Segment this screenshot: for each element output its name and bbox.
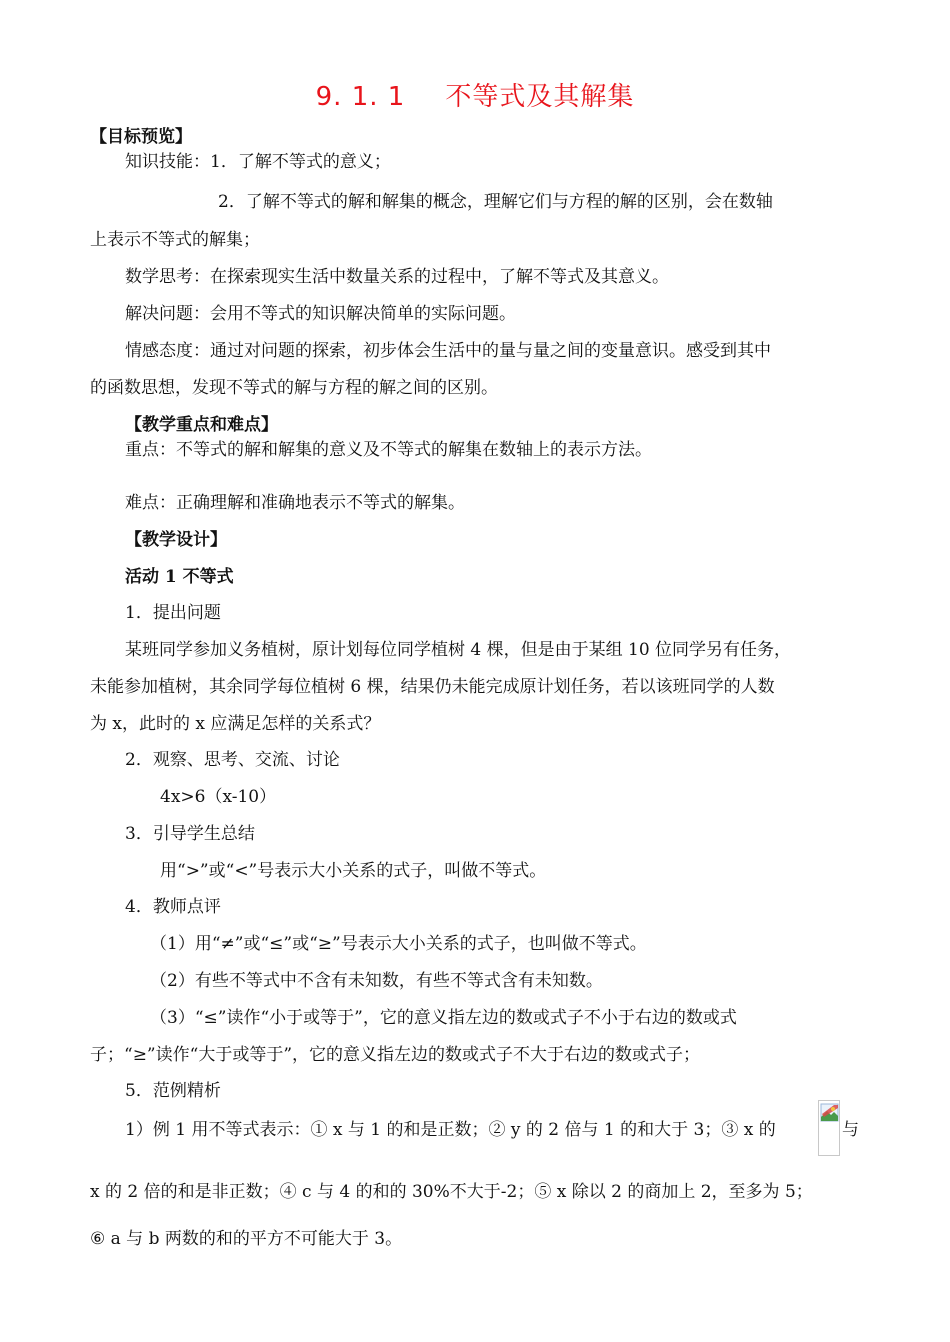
paragraph-line: 的函数思想，发现不等式的解与方程的解之间的区别。 — [90, 378, 498, 398]
paragraph-line: ⑥ a 与 b 两数的和的平方不可能大于 3。 — [90, 1229, 403, 1249]
paragraph-line: （3）“≤”读作“小于或等于”，它的意义指左边的数或式子不小于右边的数或式 — [150, 1008, 737, 1028]
broken-image-icon — [820, 1103, 840, 1123]
paragraph-line: （1）用“≠”或“≤”或“≥”号表示大小关系的式子，也叫做不等式。 — [150, 934, 647, 954]
paragraph-line: 2．观察、思考、交流、讨论 — [125, 750, 340, 770]
paragraph-line: 未能参加植树，其余同学每位植树 6 棵，结果仍未能完成原计划任务，若以该班同学的人数 — [90, 677, 775, 697]
paragraph-line: 5．范例精析 — [125, 1081, 221, 1101]
paragraph-line: 与 — [842, 1120, 859, 1140]
paragraph-line: 某班同学参加义务植树，原计划每位同学植树 4 棵，但是由于某组 10 位同学另有任务， — [125, 640, 792, 660]
paragraph-line: 为 x，此时的 x 应满足怎样的关系式？ — [90, 714, 381, 734]
paragraph-line: 难点：正确理解和准确地表示不等式的解集。 — [125, 493, 465, 513]
paragraph-line: 数学思考：在探索现实生活中数量关系的过程中，了解不等式及其意义。 — [125, 267, 669, 287]
section-heading-goals: 【目标预览】 — [90, 127, 192, 147]
paragraph-line: 2．了解不等式的解和解集的概念，理解它们与方程的解的区别，会在数轴 — [218, 192, 773, 212]
section-heading-key-points: 【教学重点和难点】 — [125, 415, 278, 435]
activity-heading: 活动 1 不等式 — [125, 567, 234, 587]
paragraph-line: 上表示不等式的解集； — [90, 230, 260, 250]
paragraph-line: 3．引导学生总结 — [125, 824, 255, 844]
paragraph-line: 知识技能：1．了解不等式的意义； — [125, 152, 391, 172]
section-number: 9. 1. 1 — [315, 82, 406, 112]
paragraph-line: 解决问题：会用不等式的知识解决简单的实际问题。 — [125, 304, 516, 324]
paragraph-line: 情感态度：通过对问题的探索，初步体会生活中的量与量之间的变量意识。感受到其中 — [125, 341, 771, 361]
formula-line: 4x>6（x-10） — [160, 787, 277, 807]
paragraph-line: 重点：不等式的解和解集的意义及不等式的解集在数轴上的表示方法。 — [125, 440, 652, 460]
paragraph-line: （2）有些不等式中不含有未知数，有些不等式含有未知数。 — [150, 971, 603, 991]
paragraph-line: 1）例 1 用不等式表示：① x 与 1 的和是正数；② y 的 2 倍与 1 的和大于 3；③ x 的 — [125, 1120, 776, 1140]
paragraph-line: 1．提出问题 — [125, 603, 221, 623]
paragraph-line: x 的 2 倍的和是非正数；④ c 与 4 的和的 30%不大于-2；⑤ x 除以 2 的商加上 2，至多为 5； — [90, 1182, 813, 1202]
paragraph-line: 用“>”或“<”号表示大小关系的式子，叫做不等式。 — [160, 861, 547, 881]
paragraph-line: 4．教师点评 — [125, 897, 221, 917]
broken-image-placeholder — [818, 1100, 840, 1156]
paragraph-line: 子；“≥”读作“大于或等于”，它的意义指左边的数或式子不大于右边的数或式子； — [90, 1045, 701, 1065]
section-heading-design: 【教学设计】 — [125, 530, 227, 550]
title-text: 不等式及其解集 — [445, 82, 635, 112]
page-title — [0, 80, 950, 114]
